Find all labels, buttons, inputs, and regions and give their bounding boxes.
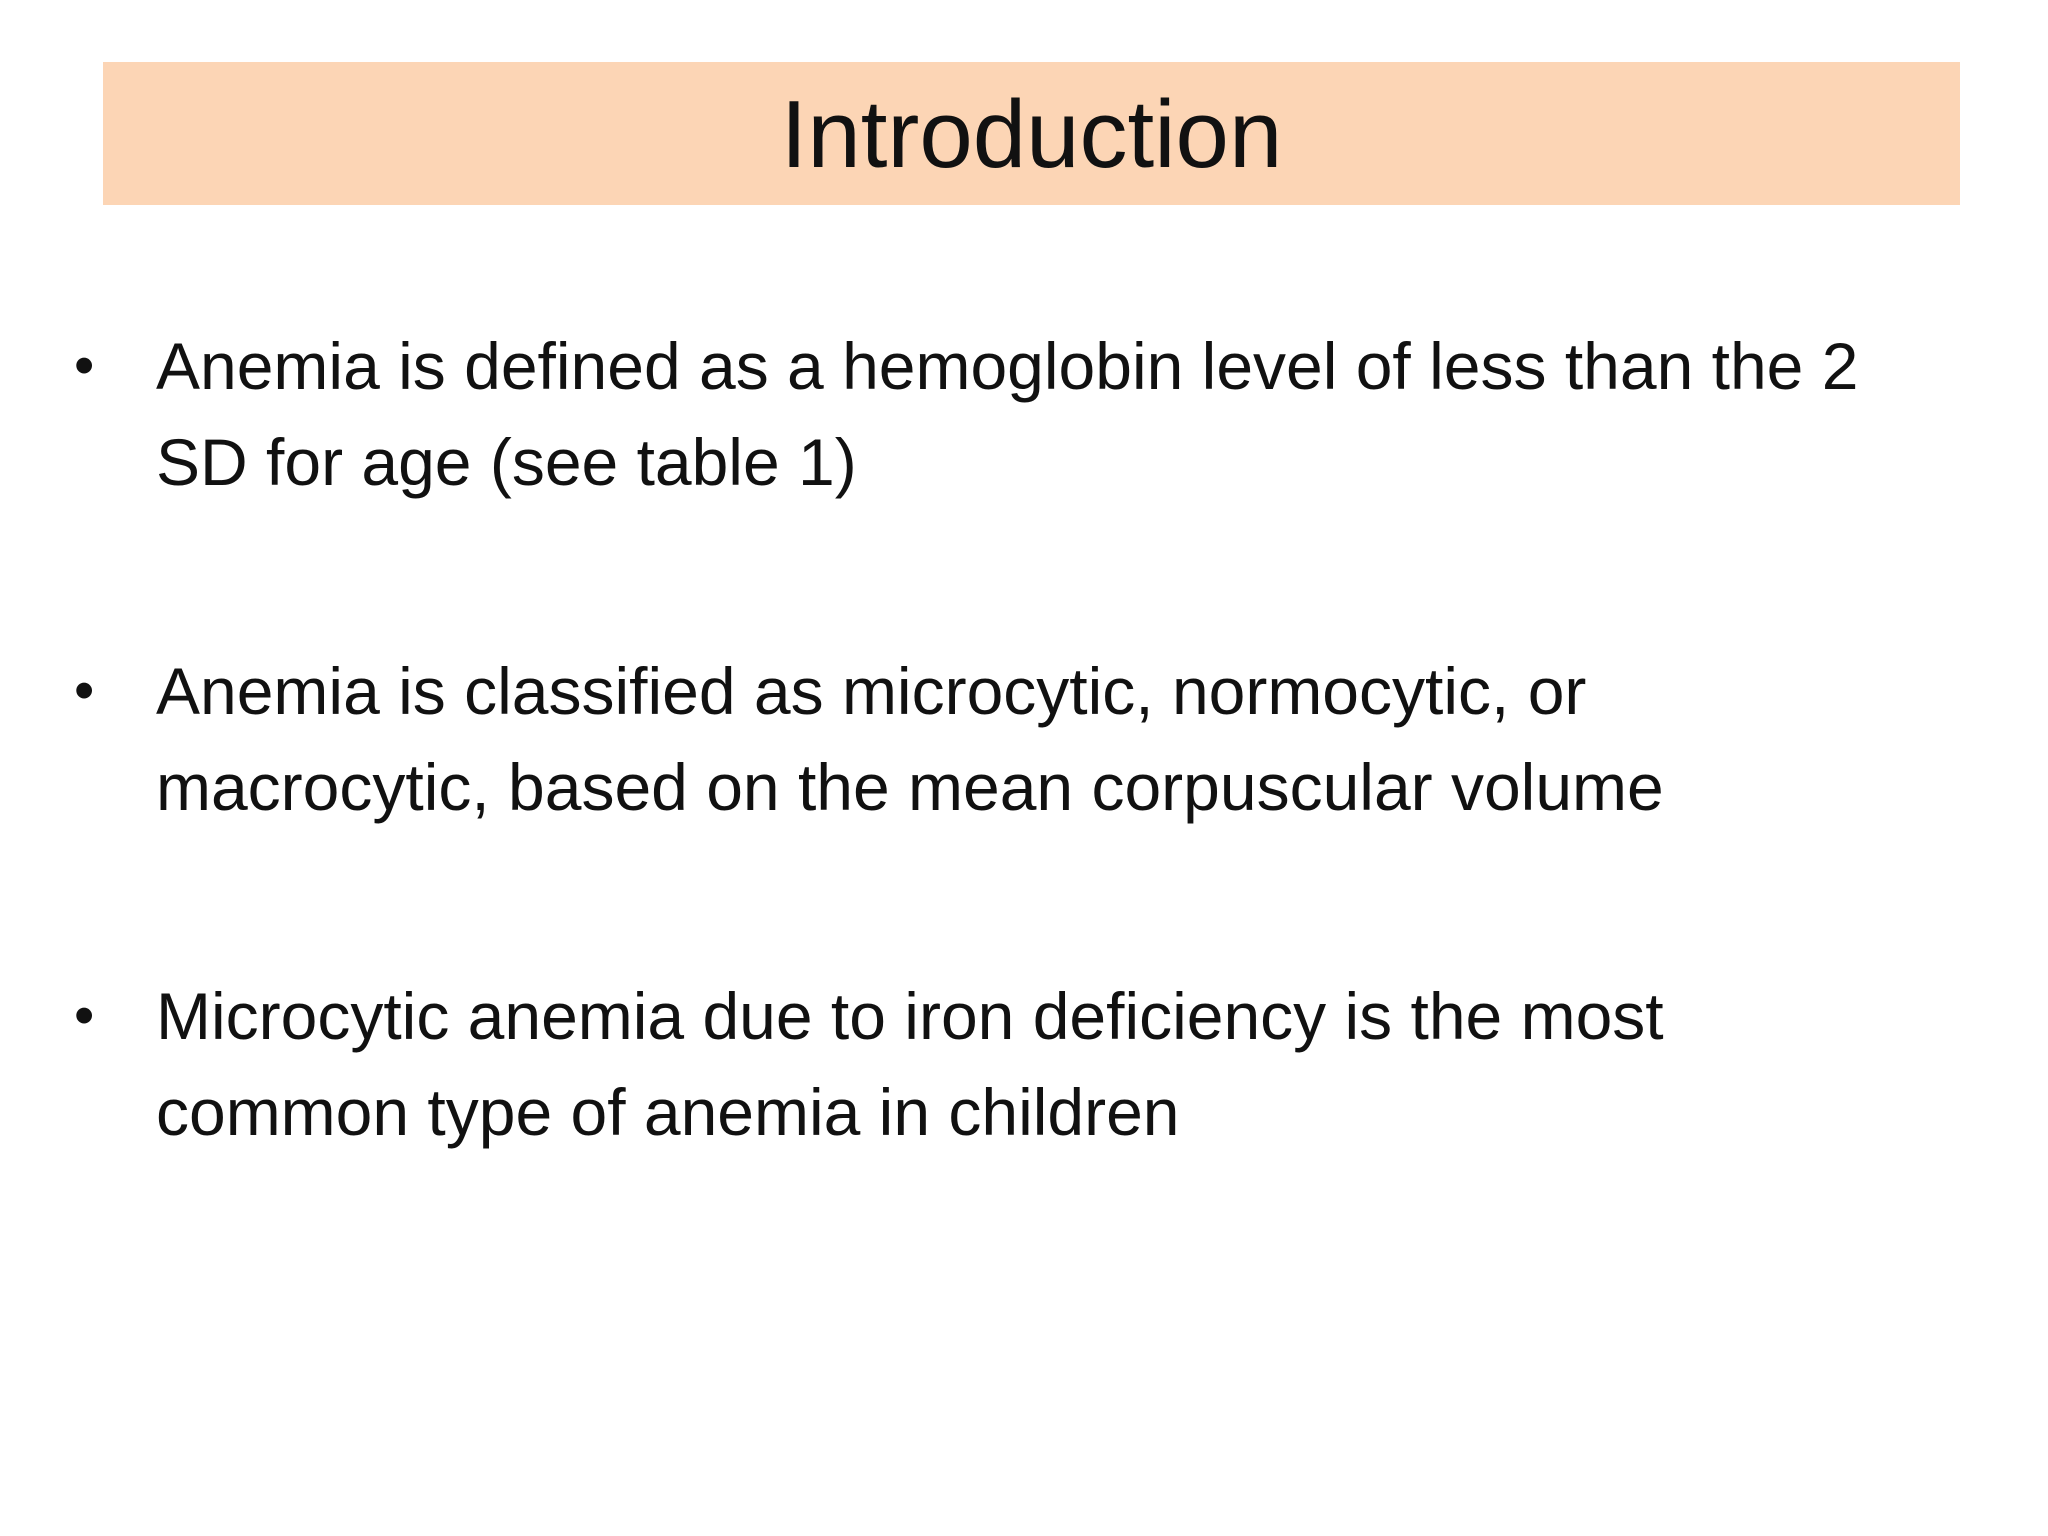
bullet-item-1 (72, 318, 1932, 510)
bullet-item-3 (72, 968, 1932, 1160)
bullet-text: Microcytic anemia due to iron deficiency is the most common type of anemia in children (156, 979, 1664, 1149)
bullet-item-2 (72, 643, 1932, 835)
bullet-text: Anemia is classified as microcytic, normocytic, or macrocytic, based on the mean corpuscular volume (156, 654, 1664, 824)
title-bar (103, 62, 1960, 205)
bullet-list (72, 318, 1932, 1160)
bullet-dot-icon: • (74, 658, 95, 723)
bullet-text: Anemia is defined as a hemoglobin level of less than the 2 SD for age (see table 1) (156, 329, 1859, 499)
bullet-dot-icon: • (74, 333, 95, 398)
page-title: Introduction (780, 80, 1283, 188)
bullet-dot-icon: • (74, 983, 95, 1048)
